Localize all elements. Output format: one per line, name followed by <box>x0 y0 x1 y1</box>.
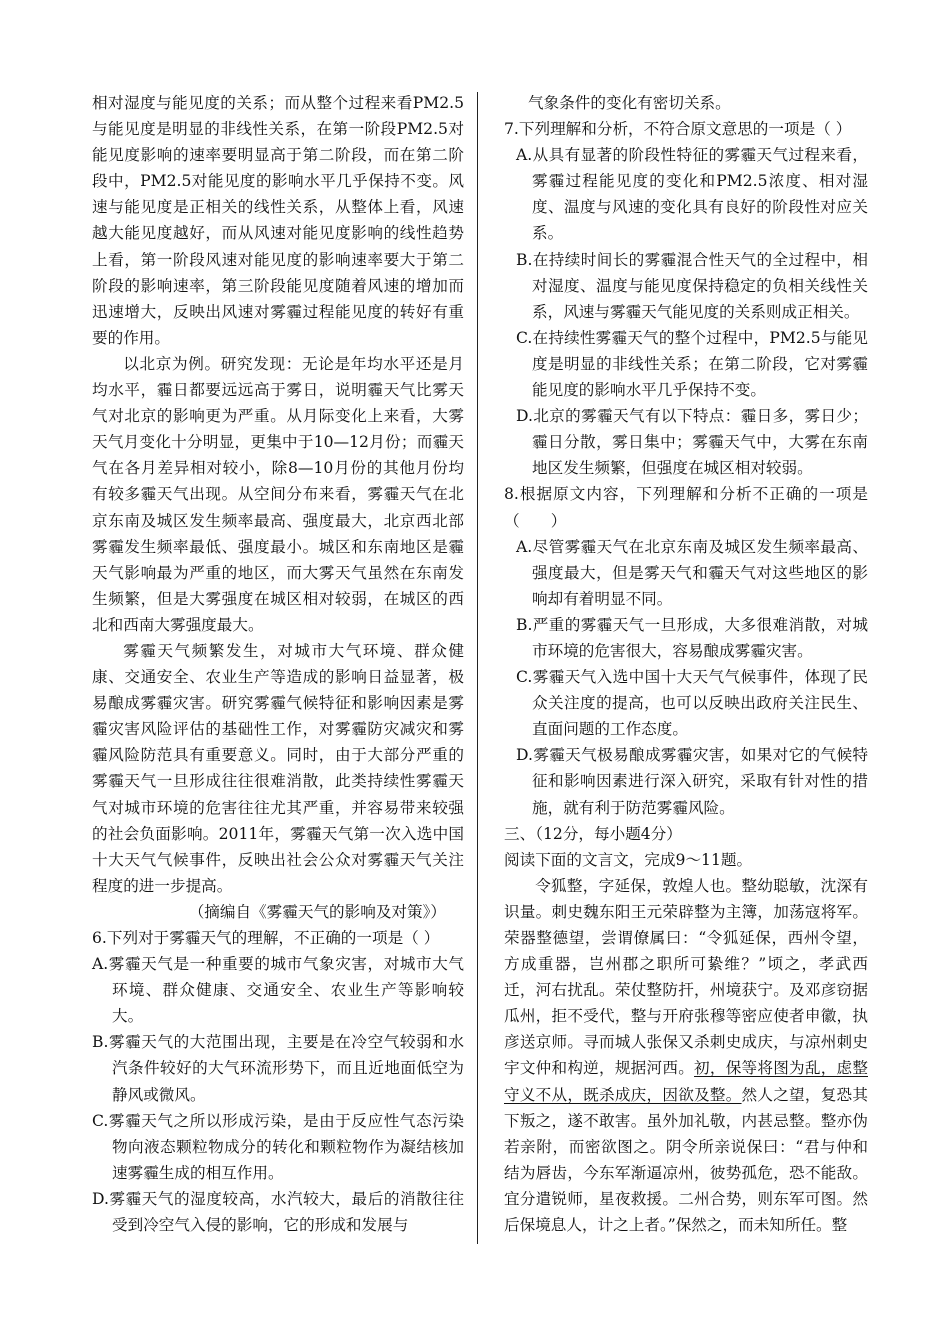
question-6-option-d: D.雾霾天气的湿度较高，水汽较大，最后的消散往往受到冷空气入侵的影响，它的形成和发展与 <box>92 1189 464 1235</box>
classical-chinese-passage <box>504 873 868 1238</box>
passage-paragraph-visibility: 相对湿度与能见度的关系；而从整个过程来看PM2.5与能见度是明显的非线性关系，在第一阶段PM2.5对能见度影响的速率要明显高于第二阶段，而在第二阶段中，PM2.5对能见度的影响水平几乎保持不变。风速与能见度是正相关的线性关系，从整体上看，风速越大能见度越好，而从风速对能见度影响的线性趋势上看，第一阶段风速对能见度的影响速率要大于第二阶段的影响速率，第三阶段能见度随着风速的增加而迅速增大，反映出风速对雾霾过程能见度的转好有重要的作用。 <box>92 94 464 347</box>
question-8-option-c: C.雾霾天气入选中国十大天气气候事件，体现了民众关注度的提高，也可以反映出政府关注民生、直面问题的工作态度。 <box>516 668 868 739</box>
question-6-option-a: A.雾霾天气是一种重要的城市气象灾害，对城市大气环境、群众健康、交通安全、农业生产等影响较大。 <box>92 955 464 1026</box>
question-7-option-c: C.在持续性雾霾天气的整个过程中，PM2.5与能见度是明显的非线性关系；在第二阶段，它对雾霾能见度的影响水平几乎保持不变。 <box>516 328 868 400</box>
left-column <box>92 90 464 1238</box>
question-7-option-d: D.北京的雾霾天气有以下特点：霾日多，雾日少；霾日分散，雾日集中；雾霾天气中，大雾在东南地区发生频繁，但强度在城区相对较弱。 <box>516 407 868 478</box>
question-7-option-a: A.从具有显著的阶段性特征的雾霾天气过程来看，雾霾过程能见度的变化和PM2.5浓度、相对湿度、温度与风速的变化具有良好的阶段性对应关系。 <box>516 146 868 243</box>
question-6-option-c: C.雾霾天气之所以形成污染，是由于反应性气态污染物向液态颗粒物成分的转化和颗粒物作为凝结核加速雾霾生成的相互作用。 <box>92 1111 464 1182</box>
question-6-option-b: B.雾霾天气的大范围出现，主要是在冷空气较弱和水汽条件较好的大气环流形势下，而且近地面低空为静风或微风。 <box>92 1033 464 1104</box>
classical-text-after: 然人之望，复恐其下叛之，遂不敢害。虽外加礼敬，内甚忌整。整亦伪若亲附，而密欲图之。阴令所亲说保曰：“君与仲和结为唇齿，今东军渐逼凉州，彼势孤危，恐不能敌。宜分遣锐师，星夜救援。二州合势，则东军可图。然后保境息人，计之上者。”保然之，而未知所任。整 <box>504 1085 868 1235</box>
passage-source: （摘编自《雾霾天气的影响及对策》） <box>188 902 446 921</box>
question-6-option-d-continued: 气象条件的变化有密切关系。 <box>528 94 731 112</box>
passage-paragraph-beijing: 以北京为例。研究发现：无论是年均水平还是月均水平，霾日都要远远高于雾日，说明霾天气比雾天气对北京的影响更为严重。从月际变化上来看，大雾天气月变化十分明显，更集中于10—12月份；而霾天气在各月差异相对较小，除8—10月份的其他月份均有较多霾天气出现。从空间分布来看，雾霾天气在北京东南及城区发生频率最高、强度最大，北京西北部雾霾发生频率最低、强度最小。城区和东南地区是霾天气影响最为严重的地区，而大雾天气虽然在东南发生频繁，但是大雾强度在城区相对较弱，在城区的西北和西南大雾强度最大。 <box>92 354 464 634</box>
question-8-option-b: B.严重的雾霾天气一旦形成，大多很难消散，对城市环境的危害很大，容易酿成雾霾灾害。 <box>516 615 868 660</box>
question-8-option-d: D.雾霾天气极易酿成雾霾灾害，如果对它的气候特征和影响因素进行深入研究，采取有针对性的措施，就有利于防范雾霾风险。 <box>516 746 868 817</box>
question-8-option-a: A.尽管雾霾天气在北京东南及城区发生频率最高、强度最大，但是雾天气和霾天气对这些地区的影响却有着明显不同。 <box>516 537 868 608</box>
question-7-stem: 7.下列理解和分析，不符合原文意思的一项是（ ） <box>504 120 852 139</box>
classical-text-before: 令狐整，字延保，敦煌人也。整幼聪敏，沈深有识量。刺史魏东阳王元荣辟整为主簿，加荡寇将军。荣器整德望，尝谓僚属曰：“令狐延保，西州令望，方成重器，岂州郡之职所可絷维？”顷之，孝武西迁，河右扰乱。荣仗整防扞，州境获宁。及邓彦窃据瓜州，拒不受代，整与开府张穆等密应使者申徽，执彦送京师。寻而城人张保又杀刺史成庆，与凉州刺史宇文仲和构逆，规据河西。 <box>504 876 868 1078</box>
question-7-option-b: B.在持续时间长的雾霾混合性天气的全过程中，相对湿度、温度与能见度保持稳定的负相关线性关系，风速与雾霾天气能见度的关系则成正相关。 <box>516 250 868 321</box>
section-3-instruction: 阅读下面的文言文，完成9～11题。 <box>504 850 753 869</box>
right-column <box>504 90 868 1238</box>
column-divider <box>477 92 478 1244</box>
passage-paragraph-impact: 雾霾天气频繁发生，对城市大气环境、群众健康、交通安全、农业生产等造成的影响日益显著，极易酿成雾霾灾害。研究雾霾气候特征和影响因素是雾霾灾害风险评估的基础性工作，对雾霾防灾减灾和雾霾风险防范具有重要意义。同时，由于大部分严重的雾霾天气一旦形成往往很难消散，此类持续性雾霾天气对城市环境的危害往往尤其严重，并容易带来较强的社会负面影响。2011年，雾霾天气第一次入选中国十大天气气候事件，反映出社会公众对雾霾天气关注程度的进一步提高。 <box>92 641 464 895</box>
section-3-heading: 三、（12分，每小题4分） <box>504 824 682 843</box>
question-8-stem: 8.根据原文内容，下列理解和分析不正确的一项是（ ） <box>504 485 868 530</box>
classical-underlined-sentence: 初，保等将图为乱，虑整守义不从，既杀成庆，因欲及整。 <box>504 1059 868 1104</box>
question-6-stem: 6.下列对于雾霾天气的理解，不正确的一项是（ ） <box>92 929 440 947</box>
